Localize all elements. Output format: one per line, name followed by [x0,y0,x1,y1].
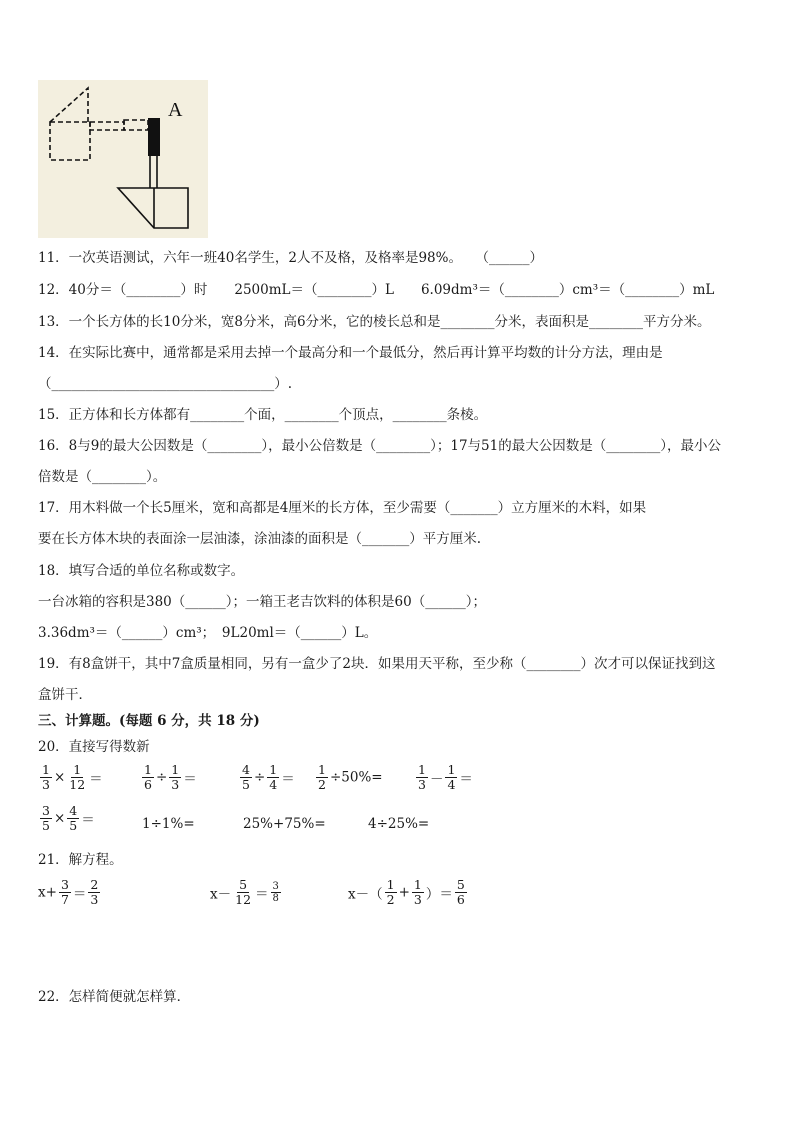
question-12: 12．40分＝（________）时 2500mL＝（________）L 6.09dm³＝（________）cm³＝（________）mL [38,282,715,298]
calc-expr-1: $\frac{1}{3}$ × $\frac{1}{12}$ ＝ [42,762,103,792]
dashed-triangle [50,88,88,122]
equation-c: x－（ $\frac{1}{2}$ + $\frac{1}{3}$ ）＝ $\frac{5}{6}$ [348,877,465,907]
black-block [148,118,160,156]
calc-expr-2: $\frac{1}{6}$ ÷ $\frac{1}{3}$ ＝ [144,762,197,792]
question-13: 13．一个长方体的长10分米，宽8分米，高6分米，它的棱长总和是________分米，表面积是________平方分米。 [38,314,711,330]
question-14-line2: （_________________________________）. [38,376,293,392]
dashed-square [50,122,90,160]
calc-expr-3: $\frac{4}{5}$ ÷ $\frac{1}{4}$ ＝ [242,762,295,792]
equation-a: x+ $\frac{3}{7}$ ＝ $\frac{2}{3}$ [38,877,99,907]
solid-trapezoid [118,188,188,228]
calc-expr-7: 1÷1%= [142,816,195,832]
equation-b: x－ $\frac{5}{12}$ ＝ $\frac{3}{8}$ [210,877,279,907]
question-18-line1: 一台冰箱的容积是380（______）；一箱王老吉饮料的体积是60（______）； [38,594,486,610]
section-3-heading: 三、计算题。(每题 6 分，共 18 分) [38,713,260,729]
rotation-diagram [38,80,208,238]
dashed-small-rect [124,120,148,130]
question-14-line1: 14．在实际比赛中，通常都是采用去掉一个最高分和一个最低分，然后再计算平均数的计分方法，理由是 [38,345,663,361]
question-22: 22．怎样简便就怎样算． [38,989,191,1005]
question-15: 15．正方体和长方体都有________个面，________个顶点，________条棱。 [38,407,488,423]
calc-expr-9: 4÷25%= [368,816,430,832]
question-20: 20．直接写得数新 [38,739,150,755]
dashed-bar [90,122,124,130]
question-19-line1: 19．有8盒饼干，其中7盒质量相同，另有一盒少了2块．如果用天平称，至少称（________）次才可以保证找到这 [38,656,716,672]
calc-expr-6: $\frac{3}{5}$ × $\frac{4}{5}$ ＝ [42,803,95,833]
calc-expr-4: $\frac{1}{2}$ ÷50%= [318,762,383,792]
question-18-line2: 3.36dm³＝（______）cm³； 9L20ml＝（______）L。 [38,625,378,641]
calc-expr-8: 25%+75%= [243,816,326,832]
question-17-line1: 17．用木料做一个长5厘米，宽和高都是4厘米的长方体，至少需要（_______）立方厘米的木料，如果 [38,500,647,516]
diagram-figure [38,80,208,238]
question-19-line2: 盒饼干． [38,687,92,703]
question-18: 18．填写合适的单位名称或数字。 [38,563,245,579]
question-21: 21．解方程。 [38,852,123,868]
label-a: A [168,99,183,121]
question-16-line1: 16．8与9的最大公因数是（________），最小公倍数是（________）；17与51的最大公因数是（________），最小公 [38,438,721,454]
calc-expr-5: $\frac{1}{3}$ － $\frac{1}{4}$ ＝ [418,762,473,792]
question-17-line2: 要在长方体木块的表面涂一层油漆，涂油漆的面积是（_______）平方厘米. [38,531,482,547]
question-16-line2: 倍数是（________）。 [38,469,167,485]
question-11: 11．一次英语测试，六年一班40名学生，2人不及格，及格率是98%。 （______） [38,250,543,266]
